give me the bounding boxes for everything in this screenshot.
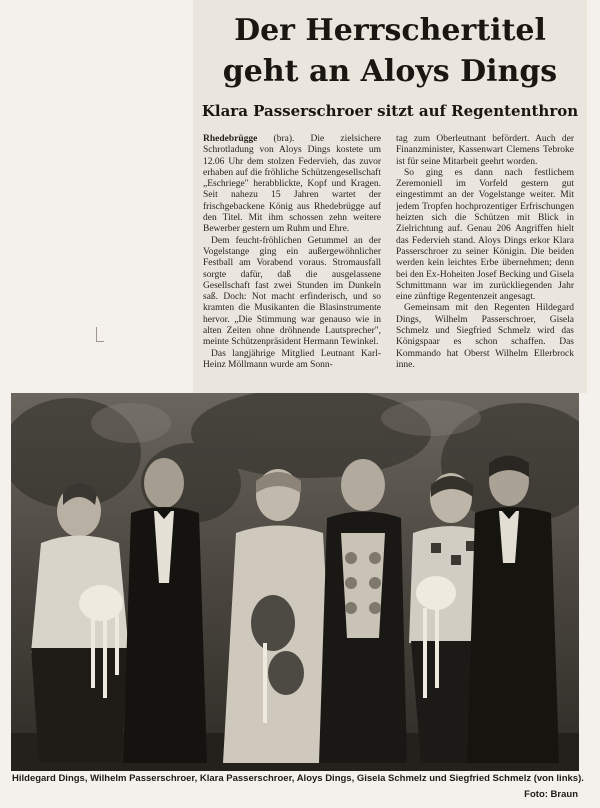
paragraph: Dem feucht-fröhlichen Getummel an der Vogelstange ging ein außergewöhnlicher Festball am Vorabend voraus. Stromausfall sorgte dafür, daß die ausgelassene Gesellschaft fast zwei Stunden im Dunkeln saß. Doch: Not macht erfinderisch, und so kramten die Musikanten die Blasinstrumente hervor. „Die Stimmung war genauso wie in alten Zeiten ohne dröhnende Lautsprecher", meinte Schützenpräsident Hermann Tewinkel. (203, 235, 381, 348)
headline-line-1: Der Herrschertitel (234, 13, 546, 48)
paragraph (203, 134, 381, 236)
paragraph: Das langjährige Mitglied Leutnant Karl-Heinz Möllmann wurde am Sonn- (203, 348, 381, 370)
subheadline: Klara Passerschroer sitzt auf Regententhron (201, 102, 579, 120)
group-photo (11, 393, 579, 771)
group-photo-illustration (11, 393, 579, 771)
photo-caption: Hildegard Dings, Wilhelm Passerschroer, Klara Passerschroer, Aloys Dings, Gisela Schmelz und Siegfried Schmelz (von links). (12, 773, 584, 784)
headline-line-2: geht an Aloys Dings (222, 54, 558, 89)
paragraph: tag zum Oberleutnant befördert. Auch der Finanzminister, Kassenwart Clemens Tebroke ist für seine Mitarbeit geehrt worden. (396, 134, 574, 167)
scan-mark (96, 341, 104, 342)
headline (200, 10, 580, 92)
paragraph: Gemeinsam mit den Regenten Hildegard Dings, Wilhelm Passerschroer, Gisela Schmelz und Siegfried Schmelz wird das Königspaar es schon schaffen. Das Kommando hat Oberst Wilhelm Ellerbrock inne. (396, 303, 574, 370)
scan-mark (96, 327, 97, 341)
photo-credit: Foto: Braun (524, 789, 578, 800)
article-column-left (203, 134, 381, 390)
paragraph-text: (bra). Die zielsichere Schrotladung von Aloys Dings kostete um 12.06 Uhr dem stolzen Federvieh, das zuvor erhaben auf die fröhliche Schützengesellschaft „Eschriege" herabblickte, Kopf und Kragen. Seit nahezu 15 Jahren wartet der frischgebackene König aus Rhedebrügge auf den Titel. Mit ihm schossen zehn weitere Bewerber gestern um Ruhm und Ehre. (203, 134, 381, 235)
paragraph: So ging es dann nach festlichem Zeremoniell im Vorfeld gestern gut eingestimmt an der Vogelstange weiter. Mit jedem Tropfen hochprozentiger Erfrischungen heizten sich die Schützen mit Blick in Zielrichtung auf. Genau 206 Angriffen hielt das Federvieh stand. Aloys Dings erkor Klara Passerschroer zu seiner Königin. Die beiden werden kein leichtes Erbe übernehmen; denn bei den Ex-Hoheiten Josef Becking und Gisela Schmittmann war im zurückliegenden Jahr eine zünftige Regentenzeit angesagt. (396, 167, 574, 303)
article-column-right (396, 134, 574, 390)
dateline: Rhedebrügge (203, 134, 258, 144)
